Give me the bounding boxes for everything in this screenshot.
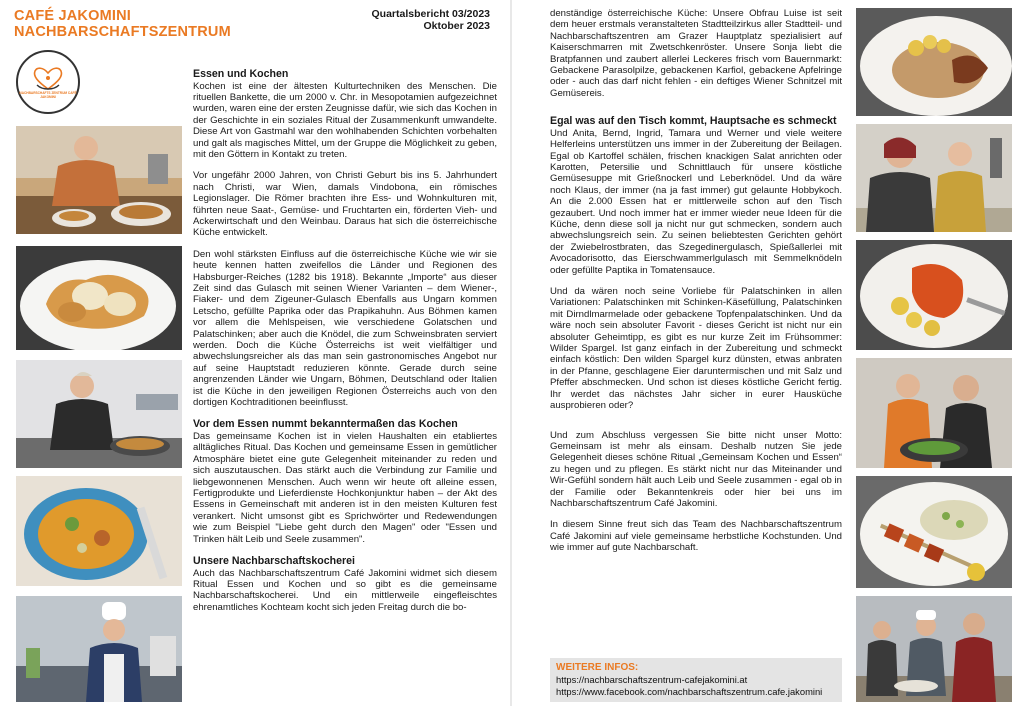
paragraph: Kochen ist eine der ältesten Kulturtechniken des Menschen. Die rituellen Bankette, die um 2000 v. Chr. in Mesopotamien aufgezeichnet wurden, waren eine der ersten Zeugnisse dafür, wie sich das Kochen in der Geschichte in ein soziales Ritual der Zusammenkunft umwandelte. Diese Art von Gastmahl war den wohlhabenden Schichten vorbehalten und galt als magisches Mittel, um der Gruppe die Möglichkeit zu geben, mit den Göttern in Kontakt zu treten. bbox=[193, 80, 497, 160]
report-info bbox=[372, 8, 490, 32]
brand-title bbox=[14, 8, 231, 40]
photo-woman-stirring-pan bbox=[16, 360, 182, 468]
website-link[interactable]: https://nachbarschaftszentrum-cafejakomini.at bbox=[556, 674, 748, 685]
photo-potatoes-and-meat bbox=[856, 8, 1012, 116]
photo-potatoes-and-paprika bbox=[856, 240, 1012, 350]
photo-chef-in-kitchen bbox=[16, 596, 182, 702]
photo-team-cooking-pot bbox=[856, 358, 1012, 468]
right-text-column bbox=[550, 8, 842, 554]
right-page bbox=[512, 0, 1024, 706]
logo-text: NACHBARSCHAFTS ZENTRUM CAFÉ JAKOMINI bbox=[19, 90, 77, 99]
photo-woman-cooking-pastries bbox=[16, 126, 182, 234]
photo-group-in-kitchen bbox=[856, 596, 1012, 702]
brand-line-2: NACHBARSCHAFTSZENTRUM bbox=[14, 24, 231, 40]
logo bbox=[16, 50, 80, 114]
paragraph: denständige österreichische Küche: Unsere Obfrau Luise ist seit dem heuer erstmals veranstalteten Stadtteilzirkus aller Stadtteil- und Nachbarschaftszentren am Grazer Hauptplatz spezialisiert auf Kaiserschmarren mit Zwetschkenröster. Unsere Sonja liebt die Bratpfannen und zaubert allerlei Leckeres frisch vom Bauernmarkt: Gebackene Parasolpilze, gebackenen Karfiol, gebackene Apfelringe oder - auch das darf nicht fehlen - ein deftiges Wiener Schnitzel mit Gemüsereis. bbox=[550, 8, 842, 99]
paragraph: Und Anita, Bernd, Ingrid, Tamara und Werner und viele weitere Helferleins unterstützen uns immer in der Zubereitung der Beilagen. Egal ob Kartoffel schälen, frischen knackigen Salat anrichten oder Karotten, Petersilie und Schnittlauch für unsere köstliche Gemüsesuppe mit Grießnockerl und Leberknödel. Und da wäre noch Klaus, der immer (na ja fast immer) gut gelaunte Hobbykoch. An die 2.000 Essen hat er mittlerweile schon auf den Tisch gezaubert. Und noch immer hat er immer wieder neue Ideen für die Küche, denn diese soll ja nicht nur gut schmecken, sondern auch abwechslungsreich sein. Zu seinen beliebtesten Gerichten gehört der Zwiebelrostbraten, das Szegedinergulasch, Spießallerlei mit Avocadorisotto, das Eierschwammerlgulasch mit Semmelknödeln oder gefüllte Paptika in Tomatensauce. bbox=[550, 127, 842, 276]
left-text-column bbox=[193, 66, 497, 613]
info-title: WEITERE INFOS: bbox=[556, 662, 639, 673]
paragraph: Auch das Nachbarschaftszentrum Café Jakomini widmet sich diesem Ritual Essen und Kochen und so gibt es die gemeinsame Nachbarschaftskocherei. Und ein mittlerweile eingefleischtes ehrenamtliches Kochteam kocht sich jeden Freitag durch die bo- bbox=[193, 567, 497, 613]
heart-hands-icon bbox=[31, 65, 65, 91]
photo-helpers-peeling bbox=[856, 124, 1012, 232]
paragraph: Den wohl stärksten Einfluss auf die österreichische Küche wie wir sie heute kennen hatten zweifellos die Länder und Regionen des Habsburger-Reiches (1282 bis 1918). Bekannte „Importe“ aus dieser Zeit sind das Gulasch mit seinen Wiener Varianten – dem Wiener-, Fiaker- und dem Zigeuner-Gulasch Ebenfalls aus Ungarn kommen Letscho, gefüllte Paprika oder das Prapikahuhn. Aus Böhmen kamen vor allem die Mehlspeisen, wie verschiedene Golatschen und Palatschinken; aber auch die Knödel, die zum Schweinsbraten serviert werden. Doch die Küche Österreichs ist weit vielfältiger und abwechslungsreicher als das man sein gastronomisches Angebot nur auf seine Hauptstadt reduzieren könnte. Gerade durch seine angrenzenden Länder wie Ungarn, Böhmen, Deutschland oder Italien ist die Küche in den jeweiligen Regionen Österreichs auch von den dortigen Kochtraditionen beeinflusst. bbox=[193, 248, 497, 409]
left-page bbox=[0, 0, 510, 706]
photo-kaiserschmarren-plate bbox=[16, 246, 182, 350]
photo-soup-plate bbox=[16, 476, 182, 586]
paragraph: Vor ungefähr 2000 Jahren, von Christi Geburt bis ins 5. Jahrhundert nach Christi, war Wien, damals Vindobona, ein römisches Legionslager. Die Römer brachten ihre Ess- und Wohnkulturen mit, führten neue Saat-, Gemüse- und Fruchtarten ein, förderten Vieh- und Ackerwirtschaft und den Weinbau. Daraus hat sich die österreichische Küche entwickelt. bbox=[193, 170, 497, 239]
paragraph: Das gemeinsame Kochen ist in vielen Haushalten ein etabliertes alltägliches Ritual. Das Kochen und gemeinsame Essen in gemütlicher Atmosphäre bietet eine gute Gelegenheit miteinander zu reden und sich auszutauschen. Das stärkt auch die Verbindung zur Familie und liebgewonnenen Menschen. Auch wenn wir heute oft alleine essen, Fertigprodukte und Lieferdienste Hochkonjunktur haben – der Akt des Essens in Gemeinschaft mit anderen ist in den meisten Kulturen fest verankert. Nicht umsonst gibt es Sprichwörter und Redewendungen wie zum Beispiel "Liebe geht durch den Magen" oder "Essen und Trinken hält Leib und Seele zusammen". bbox=[193, 430, 497, 545]
facebook-link[interactable]: https://www.facebook.com/nachbarschaftszentrum.cafe.jakomini bbox=[556, 685, 823, 697]
paragraph: Und zum Abschluss vergessen Sie bitte nicht unser Motto: Gemeinsam ist mehr als einsam. Deshalb nutzen Sie jede Gelegenheit dieses schöne Ritual „Gemeinsam Kochen und Essen“ zu hegen und zu pflegen. Es stärkt nicht nur das Miteinander und Wir-Gefühl sondern hält auch Leib und Seele zusammen - egal ob in der Familie oder Bekanntenkreis oder hier bei uns im Nachbarschaftszentrum Café Jakomini. bbox=[550, 429, 842, 509]
info-box bbox=[550, 658, 842, 702]
heading-egal-was-auf-den-tisch: Egal was auf den Tisch kommt, Hauptsache es schmeckt bbox=[550, 115, 837, 128]
heading-vor-dem-essen: Vor dem Essen nummt bekanntermaßen das Kochen bbox=[193, 418, 458, 431]
brand-line-1: CAFÉ JAKOMINI bbox=[14, 8, 131, 24]
report-date: Oktober 2023 bbox=[423, 20, 490, 32]
paragraph: Und da wären noch seine Vorliebe für Palatschinken in allen Variationen: Palatschinken mit Schinken-Käsefüllung, Palatschinken mit Dirndlmarmelade oder gebackene Topfenpalatschinken. Und da wäre noch sein absoluter Favorit - dieses Gericht ist nicht nur ein absoluter Geheimtipp, es gibt es nur kurze Zeit im Frühsommer: Wilder Spargel. Ist ganz einfach in der Zubereitung und schmeckt einfach köstlich: Den wilden Spargel kurz dünsten, etwas anbraten in der Pfanne, geschlagene Eier daruntermischen und mit Salz und Pfeffer abschmecken. Und schon ist dieses köstliche Gericht fertig. Ihr werdet das nächstes Jahr sicher in eurer Hausküche ausprobieren oder? bbox=[550, 286, 842, 412]
heading-nachbarschaftskocherei: Unsere Nachbarschaftskocherei bbox=[193, 555, 355, 568]
paragraph: In diesem Sinne freut sich das Team des Nachbarschaftszentrum Café Jakomini auf viele gemeinsame herbstliche Kochstunden. Und wie immer auf gute Nachbarschaft. bbox=[550, 519, 842, 554]
photo-skewer-and-risotto bbox=[856, 476, 1012, 588]
report-issue: Quartalsbericht 03/2023 bbox=[371, 8, 490, 20]
heading-essen-und-kochen: Essen und Kochen bbox=[193, 68, 289, 80]
